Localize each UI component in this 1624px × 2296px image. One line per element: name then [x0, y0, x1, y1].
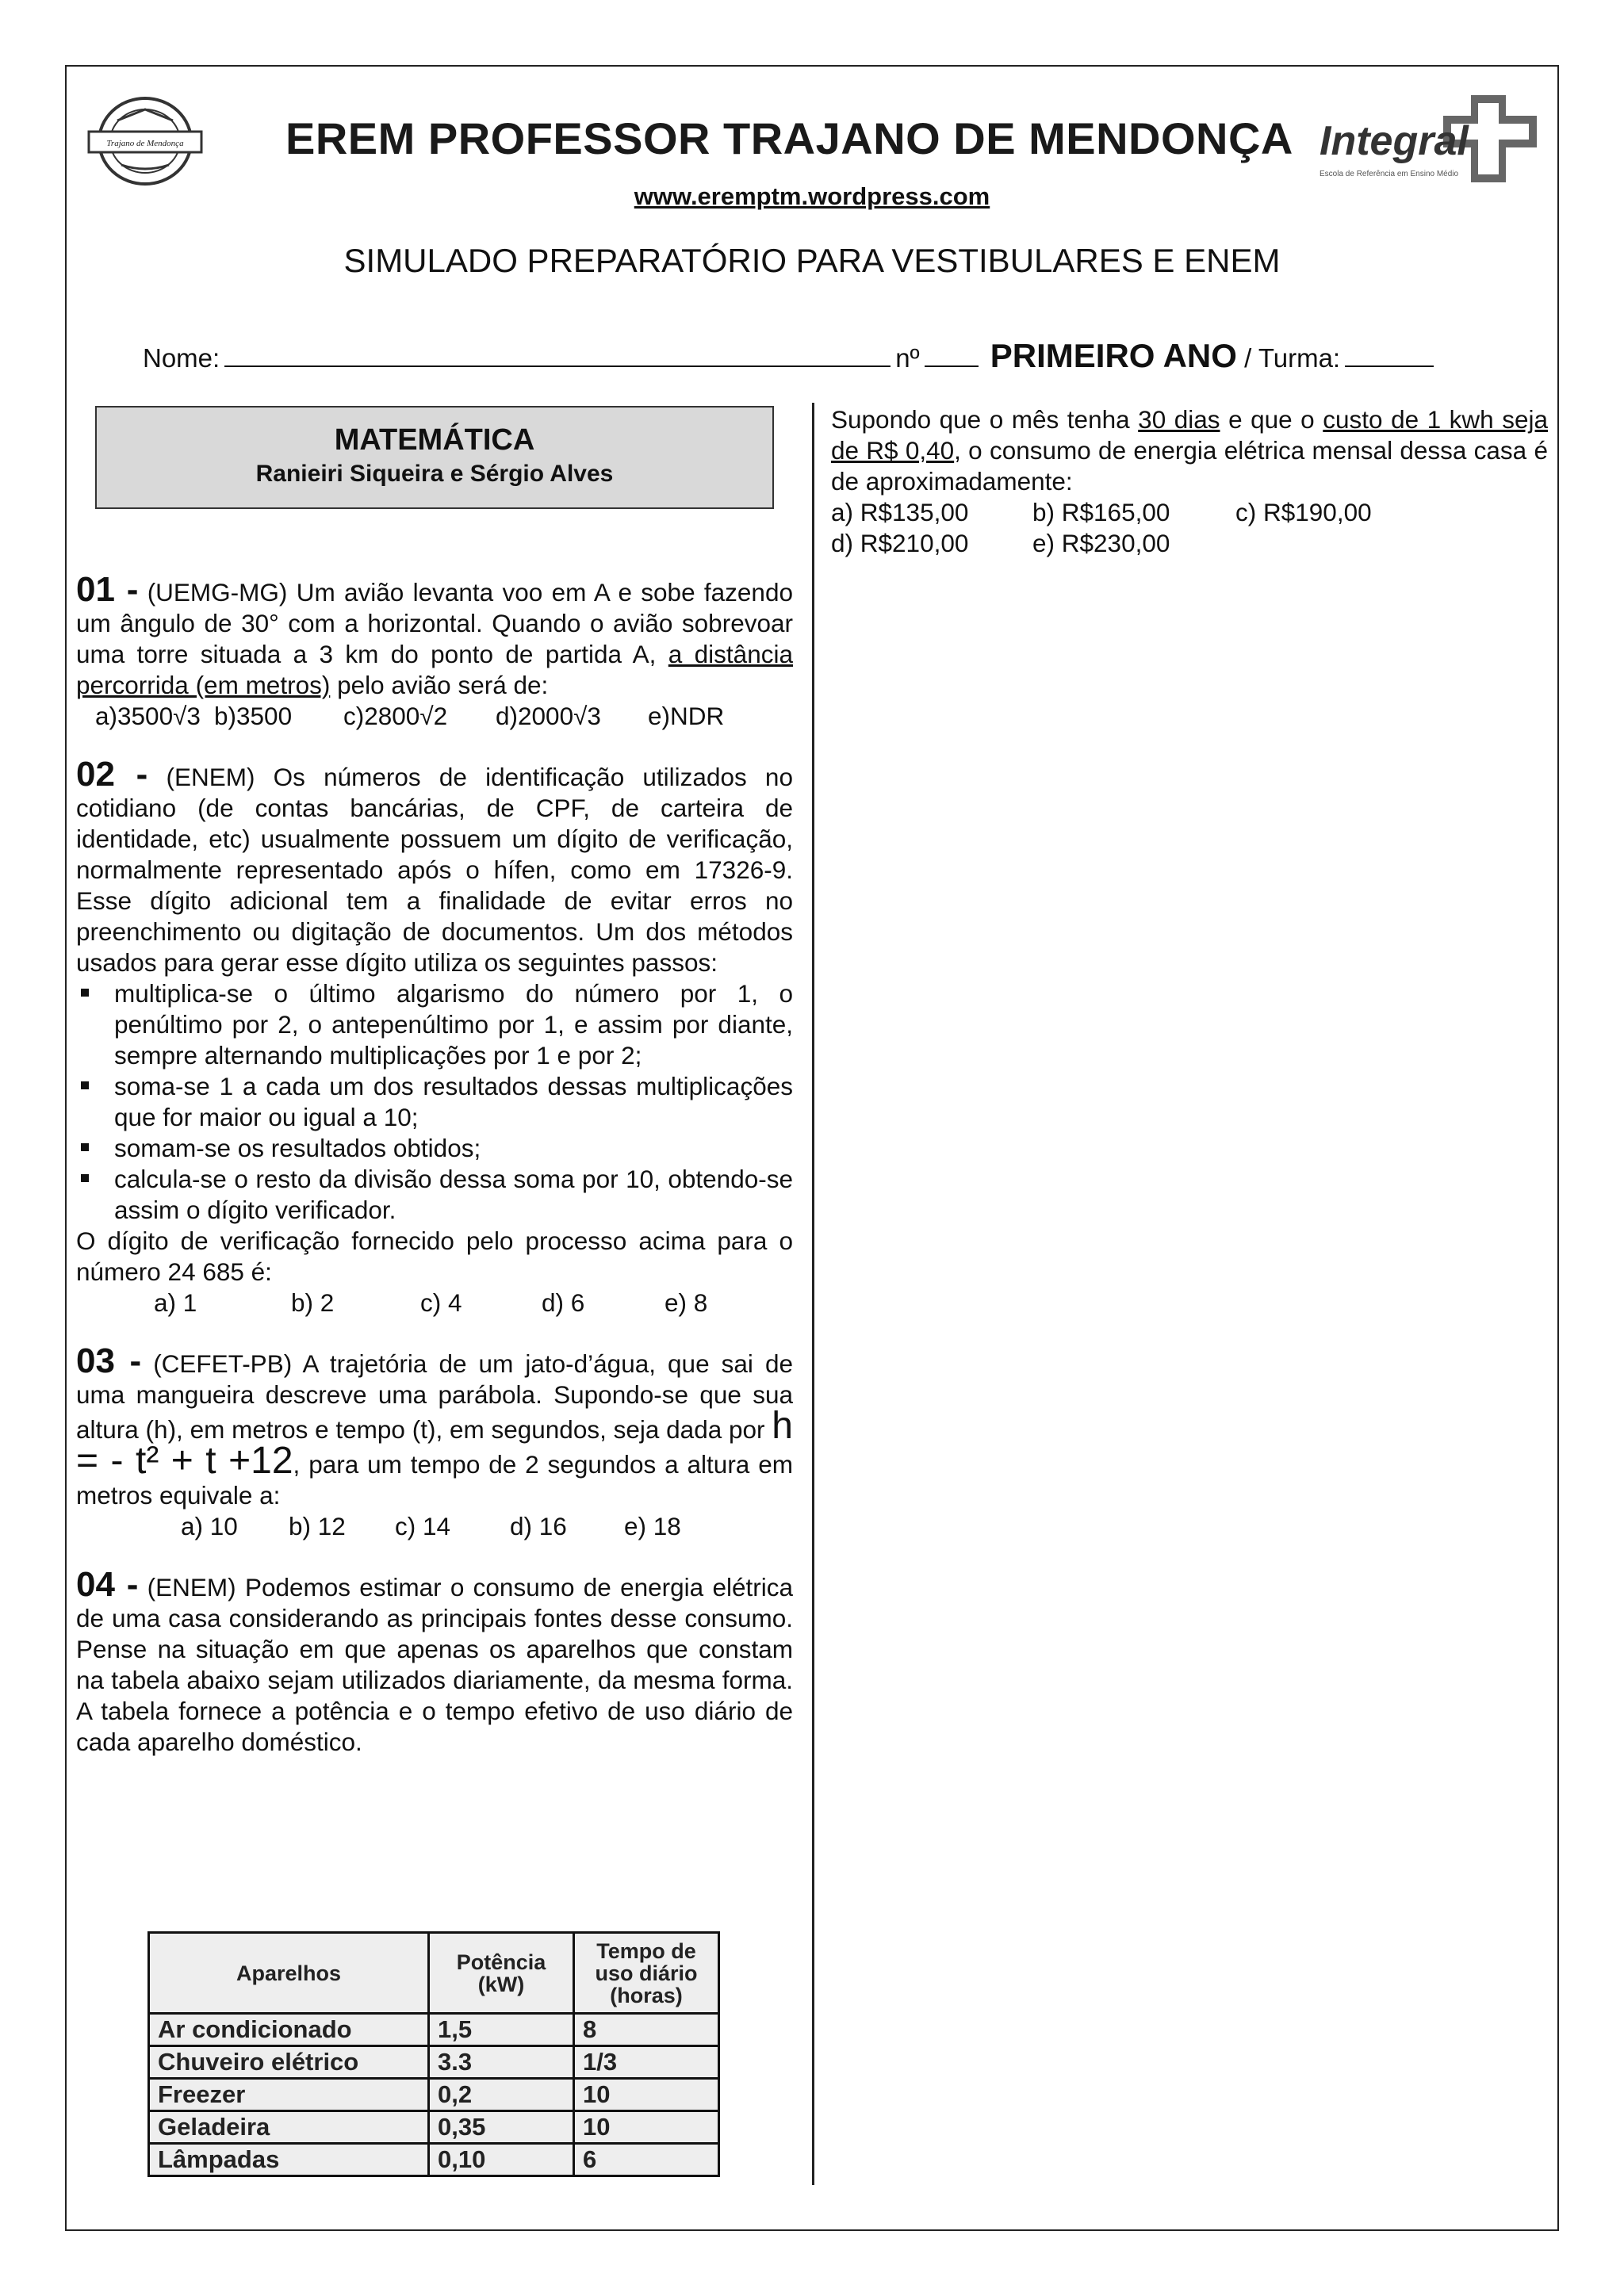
question-emphasis: a distância percorrida (em metros)	[76, 640, 793, 699]
option-b[interactable]: b)3500	[214, 702, 293, 730]
table-cell: 3.3	[429, 2046, 574, 2079]
answer-options	[831, 497, 1548, 528]
question-text: Os números de identificação utilizados no cotidiano (de contas bancárias, de CPF, de carteira de identidade, etc) usualmente possuem um dígito de verificação, normalmente representado após o hífen, como em 17326-9. Esse dígito adicional tem a finalidade de evitar erros no preenchimento ou digitação de documentos. Um dos métodos usados para gerar esse dígito utiliza os seguintes passos:	[76, 763, 793, 977]
subject-authors: Ranieiri Siqueira e Sérgio Alves	[255, 461, 614, 487]
option-d[interactable]: d) R$210,00	[831, 529, 969, 557]
table-cell: 1,5	[429, 2014, 574, 2046]
list-item: soma-se 1 a cada um dos resultados dessas multiplicações que for maior ou igual a 10;	[76, 1071, 793, 1133]
table-cell: Chuveiro elétrico	[149, 2046, 429, 2079]
table-cell: Lâmpadas	[149, 2144, 429, 2176]
student-info-line	[143, 337, 1438, 375]
name-label: Nome:	[143, 343, 220, 373]
question-source: (CEFET-PB)	[153, 1349, 293, 1378]
table-cell: 10	[574, 2079, 719, 2111]
integral-tagline: Escola de Referência em Ensino Médio	[1320, 170, 1459, 178]
option-b[interactable]: b) R$165,00	[1032, 498, 1170, 526]
table-cell: 8	[574, 2014, 719, 2046]
table-cell: 1/3	[574, 2046, 719, 2079]
left-column	[76, 570, 793, 1785]
answer-options	[76, 701, 793, 732]
question-text: , para um tempo de 2 segundos a altura em metros equivale a:	[76, 1450, 793, 1510]
question-source: (ENEM)	[147, 1573, 236, 1601]
table-cell: 0,2	[429, 2079, 574, 2111]
table-cell: 10	[574, 2111, 719, 2144]
option-a[interactable]: a) R$135,00	[831, 498, 969, 526]
question-number: 02 -	[76, 755, 148, 794]
question-1	[76, 570, 793, 732]
question-text: Supondo que o mês tenha	[831, 405, 1130, 434]
option-e[interactable]: e) R$230,00	[1032, 529, 1170, 557]
option-c[interactable]: c)2800√2	[343, 702, 448, 730]
option-a[interactable]: a) 10	[181, 1512, 238, 1540]
bullet-icon	[81, 1081, 89, 1089]
option-e[interactable]: e) 8	[665, 1288, 708, 1317]
option-e[interactable]: e) 18	[624, 1512, 681, 1540]
question-number: 04 -	[76, 1565, 139, 1604]
grade-label: PRIMEIRO ANO	[990, 337, 1237, 374]
question-emphasis: 30 dias	[1138, 405, 1220, 434]
column-header: Aparelhos	[149, 1933, 429, 2014]
right-column	[831, 404, 1548, 559]
school-seal-logo	[86, 94, 205, 189]
table-cell: 0,35	[429, 2111, 574, 2144]
subject-box	[95, 406, 774, 509]
integral-wordmark: Integral	[1320, 118, 1469, 164]
question-text: A trajetória de um jato-d’água, que sai de uma mangueira descreve uma parábola. Supondo-se que sua altura (h), em metros e tempo (t), em segundos, seja dada por	[76, 1349, 793, 1444]
question-number: 03 -	[76, 1341, 142, 1380]
question-source: (ENEM)	[166, 763, 255, 791]
table-cell: 0,10	[429, 2144, 574, 2176]
bullet-icon	[81, 1143, 89, 1151]
website-link[interactable]: www.eremptm.wordpress.com	[634, 182, 990, 210]
table-row	[149, 2144, 719, 2176]
list-item: multiplica-se o último algarismo do número por 1, o penúltimo por 2, o antepenúltimo por 1, e assim por diante, sempre alternando multiplicações por 1 e por 2;	[76, 978, 793, 1071]
table-row	[149, 2014, 719, 2046]
option-d[interactable]: d) 6	[542, 1288, 585, 1317]
list-item: somam-se os resultados obtidos;	[76, 1133, 793, 1164]
question-text: e que o	[1228, 405, 1315, 434]
question-text: pelo avião será de:	[337, 671, 549, 699]
name-field[interactable]	[224, 364, 891, 367]
number-field[interactable]	[925, 364, 979, 367]
question-3	[76, 1341, 793, 1542]
table-cell: Freezer	[149, 2079, 429, 2111]
question-4-continuation	[831, 404, 1548, 497]
question-number: 01 -	[76, 570, 139, 609]
question-emphasis: custo de 1 kwh seja de R$ 0,40	[831, 405, 1548, 465]
option-b[interactable]: b) 2	[291, 1288, 335, 1317]
option-c[interactable]: c) 4	[420, 1288, 462, 1317]
table-cell: 6	[574, 2144, 719, 2176]
answer-options	[831, 528, 1548, 559]
question-text: Um avião levanta voo em A e sobe fazendo um ângulo de 30° com a horizontal. Quando o avião sobrevoar uma torre situada a 3 km do ponto de partida A,	[76, 578, 793, 668]
column-divider	[812, 403, 814, 2185]
school-name: EREM PROFESSOR TRAJANO DE MENDONÇA	[285, 113, 1293, 163]
integral-logo	[1308, 89, 1546, 188]
table-cell: Ar condicionado	[149, 2014, 429, 2046]
energy-table	[147, 1931, 720, 2177]
answer-options	[76, 1511, 793, 1542]
steps-list	[76, 978, 793, 1226]
bullet-icon	[81, 1174, 89, 1182]
bullet-icon	[81, 989, 89, 997]
option-c[interactable]: c) 14	[395, 1512, 451, 1540]
question-2	[76, 755, 793, 1318]
question-source: (UEMG-MG)	[147, 578, 288, 607]
option-d[interactable]: d) 16	[510, 1512, 567, 1540]
option-e[interactable]: e)NDR	[648, 702, 725, 730]
table-row	[149, 2079, 719, 2111]
formula: h = - t² + t +12	[76, 1405, 793, 1482]
column-header: Potência (kW)	[429, 1933, 574, 2014]
table-row	[149, 2111, 719, 2144]
question-prompt: O dígito de verificação fornecido pelo processo acima para o número 24 685 é:	[76, 1226, 793, 1286]
column-header: Tempo de uso diário (horas)	[574, 1933, 719, 2014]
question-4	[76, 1565, 793, 1758]
logo-ribbon-text: Trajano de Mendonça	[106, 139, 184, 148]
table-row	[149, 2046, 719, 2079]
question-text: , o consumo de energia elétrica mensal dessa casa é de aproximadamente:	[831, 436, 1548, 496]
option-d[interactable]: d)2000√3	[496, 702, 601, 730]
option-a[interactable]: a) 1	[154, 1288, 197, 1317]
class-field[interactable]	[1345, 364, 1434, 367]
table-header-row	[149, 1933, 719, 2014]
list-item: calcula-se o resto da divisão dessa soma por 10, obtendo-se assim o dígito verificador.	[76, 1164, 793, 1226]
option-a[interactable]: a)3500√3	[95, 702, 201, 730]
subject-title: MATEMÁTICA	[334, 423, 535, 457]
option-c[interactable]: c) R$190,00	[1235, 498, 1372, 526]
class-label: / Turma:	[1244, 343, 1341, 373]
table-cell: Geladeira	[149, 2111, 429, 2144]
option-b[interactable]: b) 12	[289, 1512, 346, 1540]
number-label: nº	[895, 343, 920, 373]
exam-title: SIMULADO PREPARATÓRIO PARA VESTIBULARES E ENEM	[343, 242, 1281, 279]
question-text: Podemos estimar o consumo de energia elétrica de uma casa considerando as principais fontes desse consumo. Pense na situação em que apenas os aparelhos que constam na tabela abaixo sejam utilizados diariamente, da mesma forma. A tabela fornece a potência e o tempo efetivo de uso diário de cada aparelho doméstico.	[76, 1573, 793, 1756]
answer-options	[76, 1288, 793, 1318]
